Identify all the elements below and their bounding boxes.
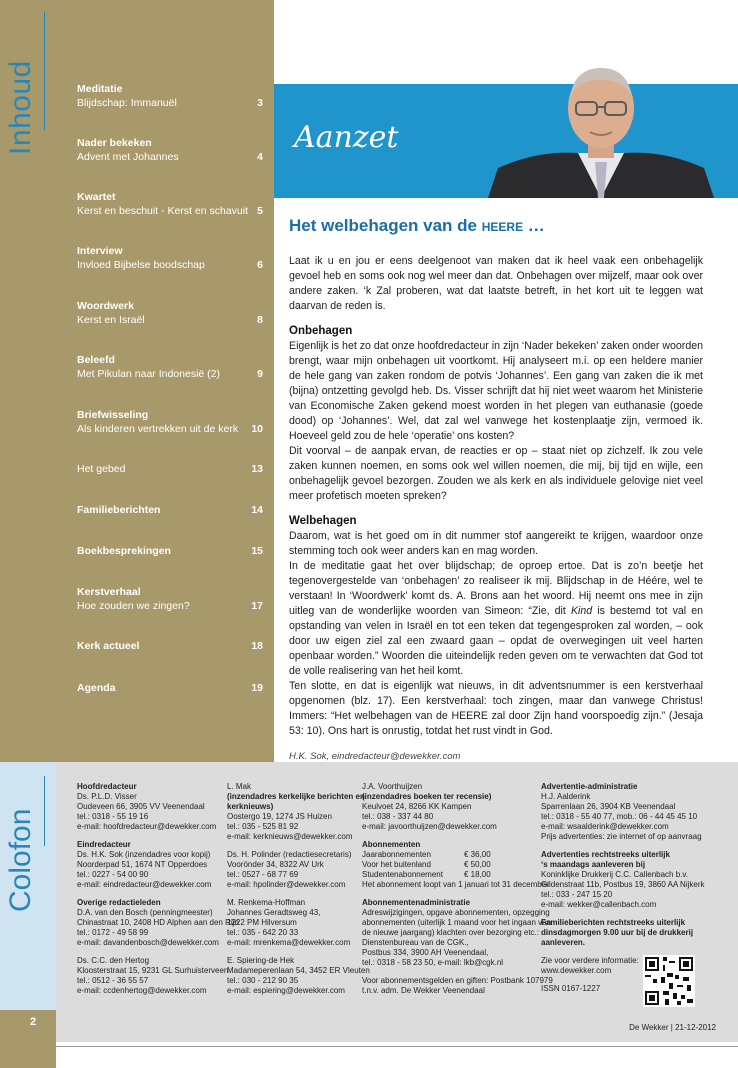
toc-item[interactable]: Kerstverhaal Hoe zouden we zingen? 17 xyxy=(77,586,263,612)
toc-item[interactable]: Het gebed 13 xyxy=(77,463,263,475)
signature: H.K. Sok, eindredacteur@dewekker.com xyxy=(289,751,461,762)
paragraph: Ten slotte, en dat is eigenlijk wat nieuws, in dit adventsnummer is een kerstverhaal opgenomen (blz. 17). Een kerstverhaal: toch zingen, maar dan vanwege Christus! Immers: “Het welbehagen van de HEERE zal door Zijn hand voorspoedig zijn.” (Jesaja 53: 10). Ons hart is onrustig, totdat het rust vindt in God. xyxy=(289,680,703,737)
divider xyxy=(44,776,45,846)
colofon-column: Hoofdredacteur Ds. P.L.D. Visser Oudeveen 66, 3905 VV Veenendaal tel.: 0318 - 55 19 16 e-mail: hoofdredacteur@dewekker.com Eindredacteur Ds. H.K. Sok (inzendadres voor kopij) Noorderpad 51, 1674 NT Opperdoes tel.: 0227 - 54 00 90 e-mail: eindredacteur@dewekker.com Overige redactieleden D.A. van den Bosch (penningmeester) Chinastraat 10, 2408 HD Alphen aan den Rijn tel.: 0172 - 49 58 99 e-mail: davandenbosch@dewekker.com Ds. C.C. den Hertog Kloosterstraat 15, 9231 GL Surhuisterveen tel.: 0512 - 36 55 57 e-mail: ccdenhertog@dewekker.com xyxy=(77,782,239,995)
colofon-column: Advertentie-administratie H.J. Aalderink Sparrenlaan 26, 3904 KB Veenendaal tel.: 0318 - 55 40 77, mob.: 06 - 44 45 45 10 e-mail: wsaalderink@dewekker.com Prijs advertenties: zie internet of op aanvraag Advertenties rechtstreeks uiterlijk ‘s maandags aanleveren bij Koninklijke Drukkerij C.C. Callenbach b.v. Gildenstraat 11b, Postbus 19, 3860 AA Nijkerk tel.: 033 - 247 15 20 e-mail: wekker@callenbach.com Familieberichten rechtstreeks uiterlijk dinsdagmorgen 9.00 uur bij de drukkerij aanleveren. Zie voor verdere informatie: www.dewekker.com ISSN 0167-1227 xyxy=(541,782,705,993)
toc-item[interactable]: Agenda 19 xyxy=(77,682,263,694)
toc-item[interactable]: Interview Invloed Bijbelse boodschap 6 xyxy=(77,245,263,271)
article-headline: Het welbehagen van de HEERE … xyxy=(289,216,545,235)
paragraph: Dit voorval – de aanpak ervan, de reacties er op – staat niet op zichzelf. Ik zou vele zaken kunnen noemen, en soms ook wel willen noemen, die mij, bij tijd en wijle, een onbehagelijk gevoel bezorgen. Zouden we als kerk en als individuele gelovige niet veel meer profetisch moeten spreken? xyxy=(289,445,703,502)
divider xyxy=(56,1046,738,1047)
author-photo xyxy=(478,58,724,198)
divider xyxy=(44,12,45,130)
colofon-column: J.A. Voorthuijzen (inzendadres boeken ter recensie) Keulvoet 24, 8266 KK Kampen tel.: 038 - 337 44 80 e-mail: javoorthuijzen@dewekker.com Abonnementen Jaarabonnementen € 36,00 Voor het buitenland € 50,00 Studentenabonnement € 18,00 Het abonnement loopt van 1 januari tot 31 december Abonnementenadministratie Adreswijzigingen, opgave abonnementen, opzegging abonnementen (uiterlijk 1 maand voor het ingaan van de nieuwe jaargang) klachten over bezorging etc.: Dienstenbureau van de CGK., Postbus 334, 3900 AH Veenendaal, tel.: 0318 - 58 23 50, e-mail: lkb@cgk.nl Voor abonnementsgelden en giften: Postbank 107979 t.n.v. adm. De Wekker Veenendaal xyxy=(362,782,553,995)
toc-item[interactable]: Kerk actueel 18 xyxy=(77,640,263,652)
toc-item[interactable]: Woordwerk Kerst en Israël 8 xyxy=(77,300,263,326)
paragraph: Eigenlijk is het zo dat onze hoofdredacteur in zijn ‘Nader bekeken’ zaken onder woorden brengt, waar mijn onbehagen uit voortkomt. Hij analyseert m.i. op een heldere manier de hele gang van zaken rondom de potvis ‘Johannes’. Een gang van zaken die ik met (bijna) ontzetting gevolgd heb. Ds. Visser schrijft dat hij niet weet waarom het Ministerie van Economische Zaken gekend moest worden in het plegen van euthanasie (goede dood) op ‘Johannes’. Wel, dat zal wel vanwege het kostenplaatje zijn, vermoed ik. Hoeveel geld zou de hele ‘operatie’ ons kosten? xyxy=(289,340,703,442)
toc-item[interactable]: Beleefd Met Pikulan naar Indonesië (2) 9 xyxy=(77,354,263,380)
article-body xyxy=(289,254,703,764)
paragraph: Daarom, wat is het goed om in dit nummer stof aangereikt te krijgen, waardoor onze stemming toch ook weer anders kan en mag worden. xyxy=(289,530,703,557)
toc-item[interactable]: Boekbesprekingen 15 xyxy=(77,545,263,557)
subheading: Onbehagen xyxy=(289,325,353,337)
journal-issue: De Wekker | 21-12-2012 xyxy=(629,1023,716,1032)
page-number-box xyxy=(0,1010,56,1068)
inhoud-heading: Inhoud xyxy=(4,60,37,155)
paragraph: In de meditatie gaat het over blijdschap; de oproep ertoe. Dat is zo’n beetje het tegenovergestelde van ‘onbehagen’ zo realiseer ik mij. Blijdschap in de Héére, wel te verstaan! In ‘Woordwerk’ komt ds. A. Brons aan het woord. Hij neemt ons mee in zijn uitleg van de wonderlijke woorden van Simeon: “Zie, dit Kind is bestemd tot val en opstanding van velen in Israël en tot een teken dat tegengesproken zal worden, – ook door uw eigen ziel zal een zwaard gaan – opdat de overwegingen uit veel harten openbaar worden.” Woorden die uiteindelijk reden geven om te verwachten dat God tot de volle realisering van het heil komt. xyxy=(289,560,703,677)
toc-item[interactable]: Kwartet Kerst en beschuit - Kerst en schavuit 5 xyxy=(77,191,263,217)
colofon-heading: Colofon xyxy=(4,808,37,912)
toc-item[interactable]: Briefwisseling Als kinderen vertrekken uit de kerk 10 xyxy=(77,409,263,435)
section-title: Aanzet xyxy=(294,120,399,155)
toc-item[interactable]: Nader bekeken Advent met Johannes 4 xyxy=(77,137,263,163)
paragraph: Laat ik u en jou er eens deelgenoot van maken dat ik heel vaak een onbehagelijk gevoel heb en soms ook nog wel meer dan dat. Onbehagen over mijzelf, maar ook over andere zaken. ‘k Zal proberen, wat dat laatste betreft, in het kort uit te leggen wat daarvan de reden is. xyxy=(289,255,703,312)
qr-code-icon xyxy=(643,955,695,1007)
toc-item[interactable]: Meditatie Blijdschap: Immanuël 3 xyxy=(77,83,263,109)
subheading: Welbehagen xyxy=(289,515,357,527)
toc-item[interactable]: Familieberichten 14 xyxy=(77,504,263,516)
page-number: 2 xyxy=(30,1016,37,1028)
colofon-column: L. Mak (inzendadres kerkelijke berichten en kerknieuws) Oostergo 19, 1274 JS Huizen tel.: 035 - 525 81 92 e-mail: kerknieuws@dewekker.com Ds. H. Polinder (redactiesecretaris) Voorönder 34, 8322 AV Urk tel.: 0527 - 68 77 69 e-mail: hpolinder@dewekker.com M. Renkema-Hoffman Johannes Geradtsweg 43, 1222 PM Hilversum tel.: 035 - 642 20 33 e-mail: mrenkema@dewekker.com E. Spiering-de Hek Madameperenlaan 54, 3452 ER Vleuten tel.: 030 - 212 90 35 e-mail: espiering@dewekker.com xyxy=(227,782,370,995)
